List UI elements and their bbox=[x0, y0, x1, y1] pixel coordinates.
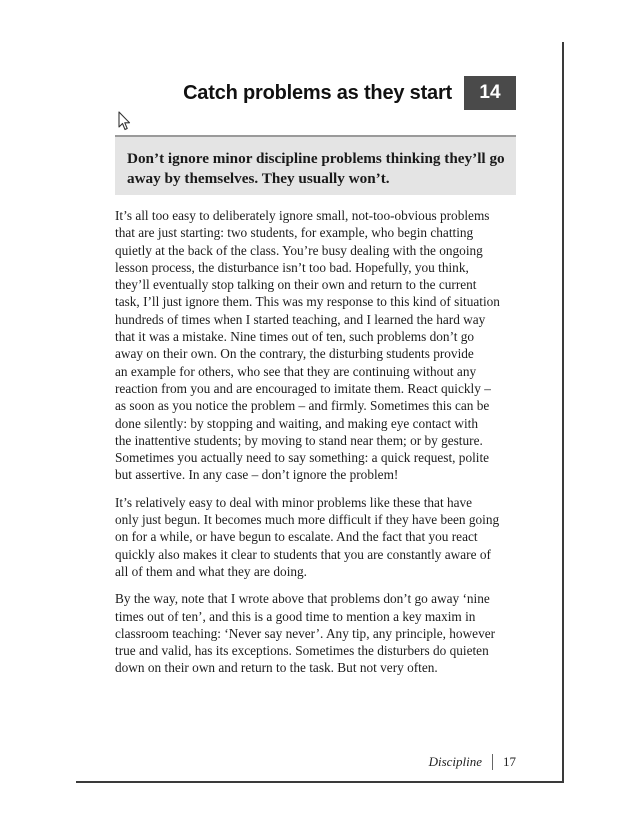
page-footer bbox=[390, 752, 516, 772]
text-line: down on their own and return to the task. But not very often. bbox=[115, 660, 438, 676]
callout-line: away by themselves. They usually won’t. bbox=[127, 170, 390, 187]
text-line: an example for others, who see that they are continuing without any bbox=[115, 363, 477, 379]
callout-text bbox=[127, 149, 504, 189]
paragraph-3 bbox=[115, 590, 520, 676]
footer-section-title: Discipline bbox=[428, 754, 482, 769]
mouse-pointer-icon bbox=[118, 111, 132, 131]
text-line: they’ll eventually stop talking on their own and return to the current bbox=[115, 277, 477, 293]
footer-divider bbox=[492, 754, 493, 770]
text-line: as soon as you notice the problem – and firmly. Sometimes this can be bbox=[115, 398, 490, 414]
text-line: on for a while, or have begun to escalate. And the fact that you react bbox=[115, 529, 478, 545]
text-line: classroom teaching: ‘Never say never’. Any tip, any principle, however bbox=[115, 625, 496, 641]
page-edge-right bbox=[562, 42, 564, 782]
text-line: quickly also makes it clear to students that you are constantly aware of bbox=[115, 546, 491, 562]
paragraph-1 bbox=[115, 207, 520, 484]
body-text bbox=[115, 207, 520, 687]
text-line: that it was a mistake. Nine times out of ten, such problems don’t go bbox=[115, 329, 475, 345]
text-line: quietly at the back of the class. You’re busy dealing with the ongoing bbox=[115, 242, 483, 258]
text-line: By the way, note that I wrote above that problems don’t go away ‘nine bbox=[115, 591, 490, 607]
chapter-number-badge: 14 bbox=[464, 76, 516, 110]
text-line: It’s relatively easy to deal with minor problems like these that have bbox=[115, 494, 473, 510]
text-line: true and valid, has its exceptions. Sometimes the disturbers do quieten bbox=[115, 643, 489, 659]
text-line: lesson process, the disturbance isn’t too bad. Hopefully, you think, bbox=[115, 259, 469, 275]
text-line: all of them and what they are doing. bbox=[115, 563, 308, 579]
text-line: the inattentive students; by moving to stand near them; or by gesture. bbox=[115, 432, 483, 448]
callout-line: Don’t ignore minor discipline problems thinking they’ll go bbox=[127, 150, 505, 167]
text-line: hundreds of times when I started teaching, and I learned the hard way bbox=[115, 311, 486, 327]
text-line: It’s all too easy to deliberately ignore small, not-too-obvious problems bbox=[115, 208, 490, 223]
chapter-header bbox=[120, 76, 516, 110]
text-line: but assertive. In any case – don’t ignore the problem! bbox=[115, 467, 399, 483]
page-edge-bottom bbox=[76, 781, 564, 783]
text-line: reaction from you and are encouraged to imitate them. React quickly – bbox=[115, 380, 491, 396]
text-line: only just begun. It becomes much more difficult if they have been going bbox=[115, 512, 500, 528]
text-line: done silently: by stopping and waiting, and making eye contact with bbox=[115, 415, 479, 431]
page-title: Catch problems as they start bbox=[183, 81, 452, 104]
text-line: Sometimes you actually need to say something: a quick request, polite bbox=[115, 450, 490, 466]
paragraph-2 bbox=[115, 494, 520, 580]
text-line: away on their own. On the contrary, the disturbing students provide bbox=[115, 346, 474, 362]
text-line: task, I’ll just ignore them. This was my response to this kind of situation bbox=[115, 294, 500, 310]
text-line: that are just starting: two students, for example, who begin chatting bbox=[115, 225, 474, 241]
key-point-callout bbox=[115, 135, 516, 195]
page-number: 17 bbox=[503, 754, 516, 769]
text-line: times out of ten’, and this is a good time to mention a key maxim in bbox=[115, 608, 476, 624]
